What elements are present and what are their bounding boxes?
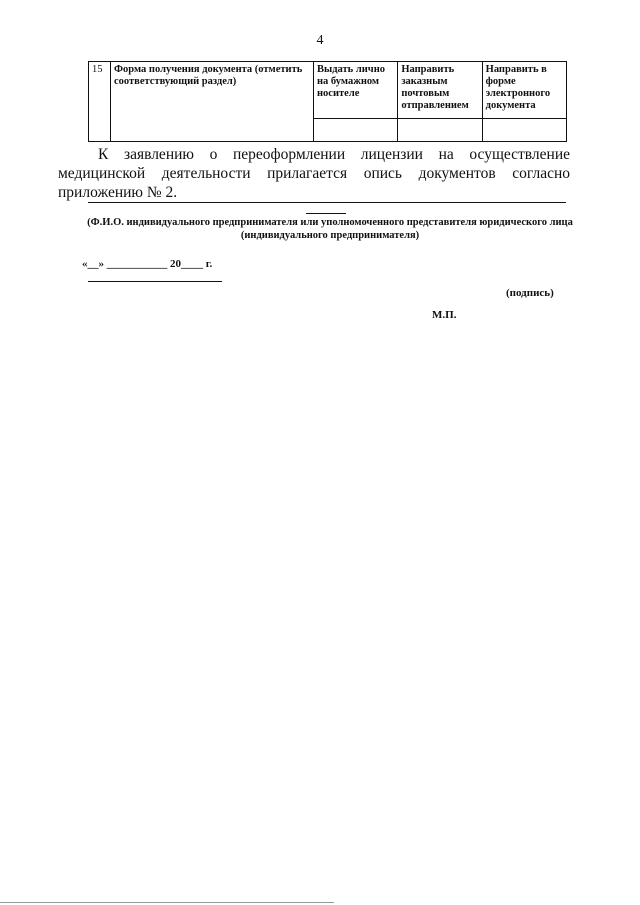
option-paper-cell: Выдать лично на бумажном носителе xyxy=(314,62,398,119)
short-underline xyxy=(306,213,346,214)
row-label-cell: Форма получения документа (отметить соответствующий раздел) xyxy=(111,62,314,142)
option-mail-checkbox[interactable] xyxy=(398,119,482,142)
delivery-form-table xyxy=(88,61,567,142)
page-number: 4 xyxy=(316,33,324,48)
row-number-cell: 15 xyxy=(89,62,111,142)
option-paper-checkbox[interactable] xyxy=(314,119,398,142)
signature-underline[interactable] xyxy=(88,281,222,282)
date-field[interactable]: «__» ___________ 20____ г. xyxy=(82,258,213,270)
caption-line-2: (индивидуального предпринимателя) xyxy=(240,230,420,241)
option-mail-cell: Направить заказным почтовым отправлением xyxy=(398,62,482,119)
name-underline[interactable] xyxy=(88,202,566,203)
intro-paragraph: К заявлению о переоформлении лицензии на осуществление медицинской деятельности прилагается опись документов согласно приложению № 2. xyxy=(58,146,570,201)
option-electronic-cell: Направить в форме электронного документа xyxy=(482,62,566,119)
signature-label: (подпись) xyxy=(506,287,554,299)
bottom-scan-edge xyxy=(0,902,334,903)
signatory-caption xyxy=(80,216,580,242)
table-row xyxy=(89,62,567,119)
option-electronic-checkbox[interactable] xyxy=(482,119,566,142)
caption-line-1: (Ф.И.О. индивидуального предпринимателя или уполномоченного представителя юридического лица xyxy=(87,217,573,228)
stamp-label: М.П. xyxy=(432,309,457,321)
